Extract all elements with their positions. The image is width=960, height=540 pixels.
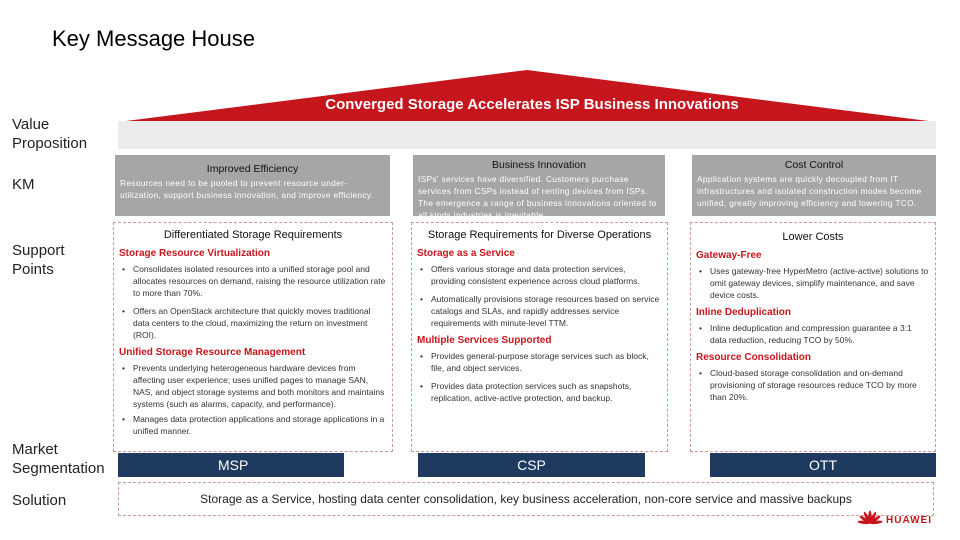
bullet-item: • Uses gateway-free HyperMetro (active-active) solutions to omit gateway devices, simplify maintenance, and save device costs.	[699, 266, 929, 300]
value-proposition-band	[118, 121, 936, 149]
support-section-title: Multiple Services Supported	[417, 335, 552, 346]
huawei-logo	[856, 510, 946, 532]
huawei-wordmark: HUAWEI	[886, 515, 932, 526]
bullet-item: • Automatically provisions storage resources based on service catalogs and SLAs, and rapidly addresses service requirements with minute-level TTM.	[420, 294, 660, 328]
support-section-title: Gateway-Free	[696, 250, 762, 261]
support-section-title: Storage Resource Virtualization	[119, 248, 270, 259]
km-box-cost-control	[692, 155, 936, 216]
km-heading: Improved Efficiency	[206, 163, 299, 175]
km-heading: Cost Control	[784, 159, 844, 171]
label-support-points: Support Points	[12, 242, 65, 278]
bullet-item: • Consolidates isolated resources into a unified storage pool and allocates resources on demand, raising the resource utilization rate to more than 70%.	[122, 264, 386, 298]
support-column-differentiated-storage	[113, 222, 393, 452]
bullet-item: • Offers various storage and data protection services, providing consistent experience across cloud platforms.	[420, 264, 640, 286]
label-market-segmentation: Market Segmentation	[12, 441, 105, 477]
segment-msp: MSP	[118, 453, 344, 477]
bullet-item: • Provides general-purpose storage services such as block, file, and object services.	[420, 351, 649, 373]
page-title: Key Message House	[52, 26, 255, 51]
km-body: ISPs' services have diversified. Customers purchase services from CSPs instead of renting devices from ISPs. The emergence a range of business innovations oriented to all kinds industries is inevitable.	[418, 174, 657, 220]
label-solution: Solution	[12, 492, 67, 509]
km-heading: Business Innovation	[492, 159, 586, 171]
solution-box: Storage as a Service, hosting data center consolidation, key business acceleration, non-core service and massive backups	[118, 482, 934, 516]
support-column-diverse-operations	[411, 222, 668, 452]
support-section-title: Storage as a Service	[417, 248, 515, 259]
km-box-business-innovation	[413, 155, 665, 220]
label-value-proposition: Value Proposition	[12, 116, 88, 152]
support-heading: Differentiated Storage Requirements	[163, 229, 343, 241]
support-heading: Storage Requirements for Diverse Operations	[427, 229, 652, 241]
segment-ott: OTT	[710, 453, 936, 477]
roof-title: Converged Storage Accelerates ISP Business Innovations	[325, 96, 739, 113]
bullet-item: • Offers an OpenStack architecture that quickly moves traditional data centers to the cloud, maximizing the return on investment (ROI).	[122, 306, 371, 340]
support-section-title: Unified Storage Resource Management	[119, 347, 306, 358]
km-body: Resources need to be pooled to prevent resource under-utilization, support business innovation, and improve efficiency.	[120, 178, 374, 200]
bullet-item: • Prevents underlying heterogeneous hardware devices from affecting user experience; uses unified pages to manage SAN, NAS, and object storage systems and both monitors and maintains systems (such as alarms, capacity, and performance).	[122, 363, 385, 409]
km-body: Application systems are quickly decoupled from IT infrastructures and isolated construction modes become unified, greatly improving efficiency and lowering TCO.	[697, 174, 922, 208]
segment-csp: CSP	[418, 453, 645, 477]
support-heading: Lower Costs	[782, 231, 844, 243]
label-km: KM	[12, 176, 35, 193]
km-box-improved-efficiency	[115, 155, 390, 216]
bullet-item: • Manages data protection applications and storage applications in a unified manner.	[122, 414, 385, 436]
bullet-item: • Cloud-based storage consolidation and on-demand provisioning of storage resources reduce TCO by more than 20%.	[699, 368, 917, 402]
support-section-title: Resource Consolidation	[696, 352, 812, 363]
huawei-flower-icon	[856, 510, 884, 530]
support-section-title: Inline Deduplication	[696, 307, 792, 318]
bullet-item: • Inline deduplication and compression guarantee a 3:1 data reduction, reducing TCO by 50%.	[699, 323, 912, 345]
bullet-item: • Provides data protection services such as snapshots, replication, active-active protection, and backup.	[420, 381, 632, 403]
support-column-lower-costs	[690, 222, 936, 452]
